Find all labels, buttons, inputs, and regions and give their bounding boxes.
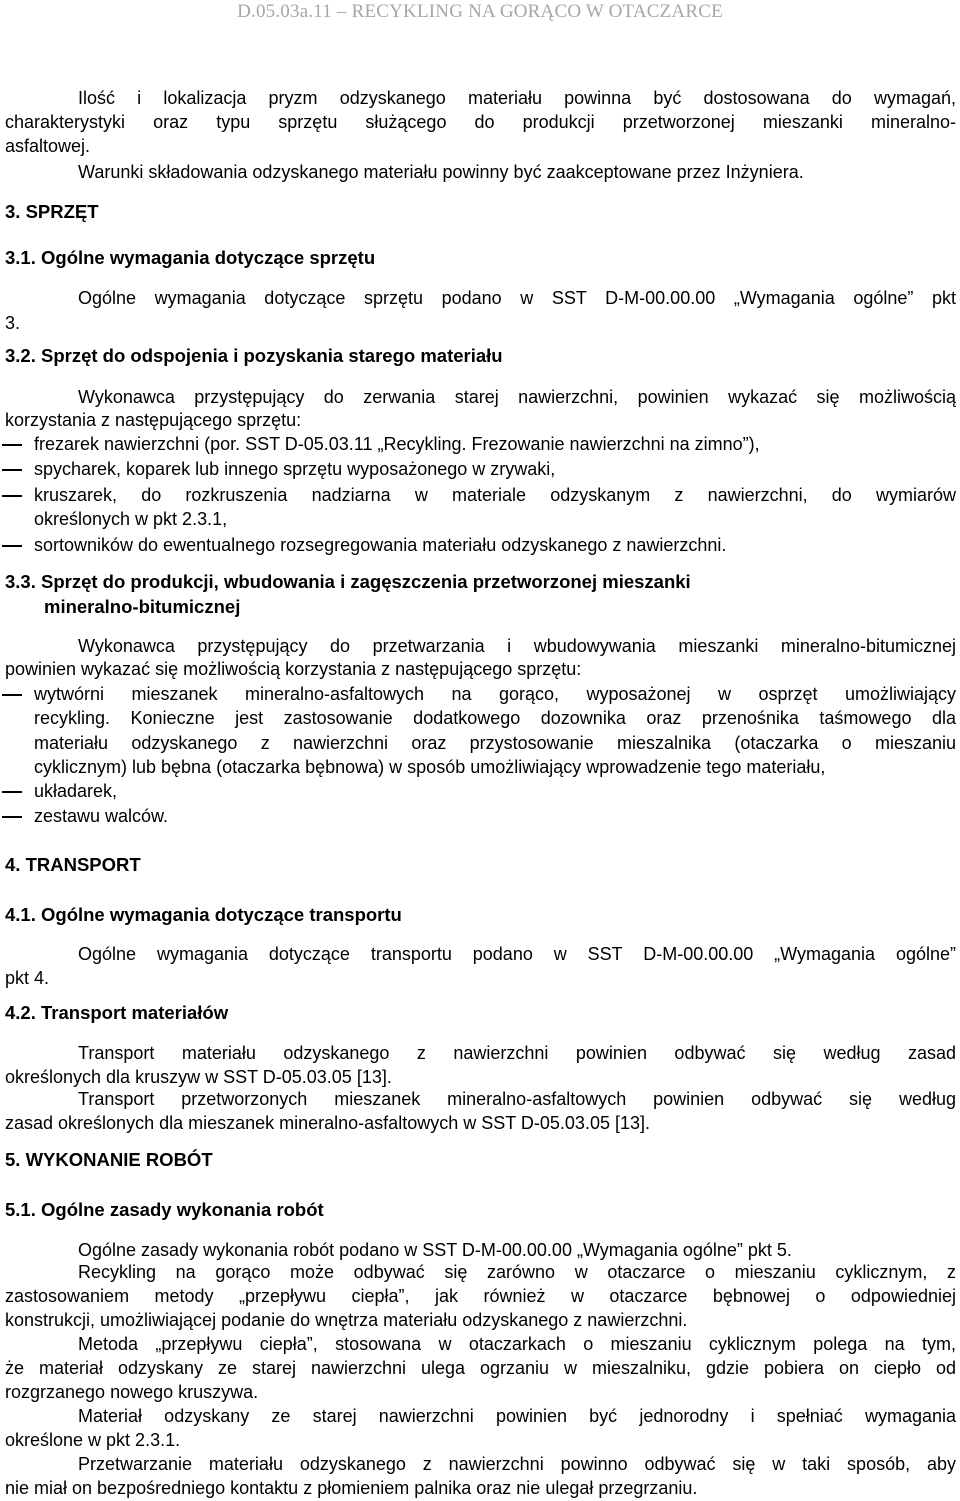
section-heading-3: 3. SPRZĘT — [5, 201, 99, 222]
paragraph-line: powinien wykazać się możliwością korzystania z następującego sprzętu: — [5, 659, 582, 679]
list-item: określonych w pkt 2.3.1, — [34, 509, 228, 529]
subsection-heading-5-1: 5.1. Ogólne zasady wykonania robót — [5, 1199, 324, 1220]
list-bullet-dash — [2, 694, 22, 696]
paragraph-line: Transport materiału odzyskanego z nawierzchni powinien odbywać się według zasad — [78, 1043, 956, 1063]
list-item: kruszarek, do rozkruszenia nadziarna w materiale odzyskanym z nawierzchni, do wymiarów — [34, 485, 956, 505]
paragraph-line: pkt 4. — [5, 968, 50, 988]
paragraph-line: Wykonawca przystępujący do zerwania starej nawierzchni, powinien wykazać się możliwością — [78, 387, 956, 407]
paragraph-line: Warunki składowania odzyskanego materiału powinny być zaakceptowane przez Inżyniera. — [78, 162, 804, 182]
subsection-heading-3-3: 3.3. Sprzęt do produkcji, wbudowania i zagęszczenia przetworzonej mieszanki — [5, 571, 691, 592]
list-bullet-dash — [2, 495, 22, 497]
paragraph-line: nie miał on bezpośredniego kontaktu z płomieniem palnika oraz nie ulegał przegrzaniu. — [5, 1478, 698, 1498]
subsection-heading-3-1: 3.1. Ogólne wymagania dotyczące sprzętu — [5, 247, 376, 268]
list-bullet-dash — [2, 545, 22, 547]
paragraph-line: rozgrzanego nowego kruszywa. — [5, 1382, 259, 1402]
list-item: wytwórni mieszanek mineralno-asfaltowych na gorąco, wyposażonej w osprzęt umożliwiający — [34, 684, 956, 704]
list-item: spycharek, koparek lub innego sprzętu wyposażonego w zrywaki, — [34, 459, 556, 479]
paragraph-line: Ilość i lokalizacja pryzm odzyskanego materiału powinna być dostosowana do wymagań, — [78, 88, 956, 108]
subsection-heading-4-1: 4.1. Ogólne wymagania dotyczące transportu — [5, 904, 402, 925]
list-item: sortowników do ewentualnego rozsegregowania materiału odzyskanego z nawierzchni. — [34, 535, 727, 555]
list-item: cyklicznym) lub bębna (otaczarka bębnowa) w sposób umożliwiający wprowadzenie tego materiału, — [34, 757, 826, 777]
paragraph-line: Ogólne wymagania dotyczące sprzętu podano w SST D-M-00.00.00 „Wymagania ogólne” pkt — [78, 288, 956, 308]
section-heading-4: 4. TRANSPORT — [5, 854, 141, 875]
paragraph-line: zasad określonych dla mieszanek mineralno-asfaltowych w SST D-05.03.05 [13]. — [5, 1113, 650, 1133]
list-item: materiału odzyskanego z nawierzchni oraz przystosowanie mieszalnika (otaczarka o mieszaniu — [34, 733, 956, 753]
subsection-heading-4-2: 4.2. Transport materiałów — [5, 1002, 229, 1023]
paragraph-line: Ogólne zasady wykonania robót podano w SST D-M-00.00.00 „Wymagania ogólne” pkt 5. — [78, 1240, 792, 1260]
paragraph-line: korzystania z następującego sprzętu: — [5, 410, 302, 430]
paragraph-line: Materiał odzyskany ze starej nawierzchni powinien być jednorodny i spełniać wymagania — [78, 1406, 956, 1426]
paragraph-line: Recykling na gorąco może odbywać się zarówno w otaczarce o mieszaniu cyklicznym, z — [78, 1262, 956, 1282]
paragraph-line: określone w pkt 2.3.1. — [5, 1430, 181, 1450]
list-item: frezarek nawierzchni (por. SST D-05.03.11 „Recykling. Frezowanie nawierzchni na zimno”), — [34, 434, 760, 454]
paragraph-line: Wykonawca przystępujący do przetwarzania i wbudowywania mieszanki mineralno-bitumicznej — [78, 636, 956, 656]
list-bullet-dash — [2, 816, 22, 818]
paragraph-line: określonych dla kruszyw w SST D-05.03.05 [13]. — [5, 1067, 392, 1087]
paragraph-line: asfaltowej. — [5, 136, 91, 156]
paragraph-line: Przetwarzanie materiału odzyskanego z nawierzchni powinno odbywać się w taki sposób, aby — [78, 1454, 956, 1474]
list-item: recykling. Konieczne jest zastosowanie dodatkowego dozownika oraz przenośnika taśmowego dla — [34, 708, 956, 728]
subsection-heading-3-3-cont: mineralno-bitumicznej — [44, 596, 241, 617]
paragraph-line: że materiał odzyskany ze starej nawierzchni ulega ogrzaniu w mieszalniku, gdzie pobiera on ciepło od — [5, 1358, 956, 1378]
running-header: D.05.03a.11 – RECYKLING NA GORĄCO W OTACZARCE — [237, 1, 723, 22]
subsection-heading-3-2: 3.2. Sprzęt do odspojenia i pozyskania starego materiału — [5, 345, 503, 366]
list-item: układarek, — [34, 781, 118, 801]
paragraph-line: Metoda „przepływu ciepła”, stosowana w otaczarkach o mieszaniu cyklicznym polega na tym, — [78, 1334, 956, 1354]
paragraph-line: 3. — [5, 313, 21, 333]
list-item: zestawu walców. — [34, 806, 169, 826]
section-heading-5: 5. WYKONANIE ROBÓT — [5, 1149, 213, 1170]
list-bullet-dash — [2, 469, 22, 471]
list-bullet-dash — [2, 444, 22, 446]
paragraph-line: Transport przetworzonych mieszanek mineralno-asfaltowych powinien odbywać się według — [78, 1089, 956, 1109]
paragraph-line: zastosowaniem metody „przepływu ciepła”, jak również w otaczarce bębnowej o odpowiedniej — [5, 1286, 956, 1306]
paragraph-line: charakterystyki oraz typu sprzętu służącego do produkcji przetworzonej mieszanki mineralno- — [5, 112, 956, 132]
paragraph-line: Ogólne wymagania dotyczące transportu podano w SST D-M-00.00.00 „Wymagania ogólne” — [78, 944, 956, 964]
paragraph-line: konstrukcji, umożliwiającej podanie do wnętrza materiału odzyskanego z nawierzchni. — [5, 1310, 688, 1330]
list-bullet-dash — [2, 791, 22, 793]
